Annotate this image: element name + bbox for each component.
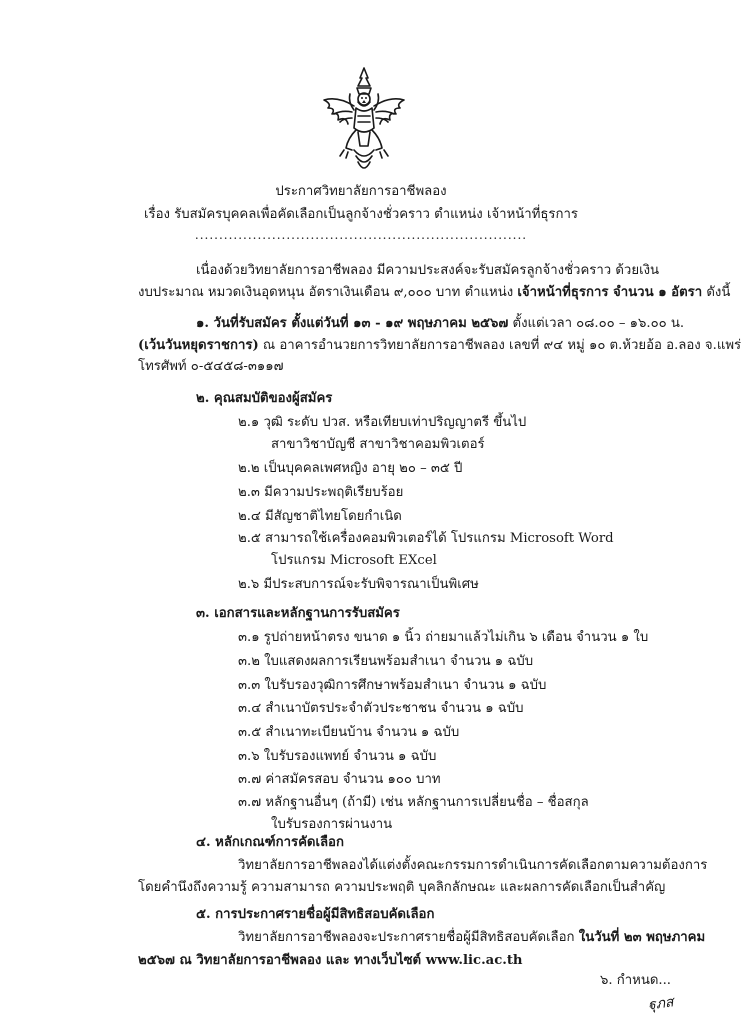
qualification-item: ๒.๒ เป็นบุคคลเพศหญิง อายุ ๒๐ – ๓๕ ปี [238, 461, 463, 476]
next-page-continuation: ๖. กำหนด... [600, 973, 671, 988]
qualification-item: โปรแกรม Microsoft EXcel [271, 553, 437, 568]
document-item: ๓.๗ ค่าสมัครสอบ จำนวน ๑๐๐ บาท [238, 772, 441, 787]
document-item: ๓.๑ รูปถ่ายหน้าตรง ขนาด ๑ นิ้ว ถ่ายมาแล้วไม่เกิน ๖ เดือน จำนวน ๑ ใบ [238, 630, 649, 645]
qualification-item: ๒.๓ มีความประพฤติเรียบร้อย [238, 485, 404, 500]
section-4-heading: ๔. หลักเกณฑ์การคัดเลือก [196, 835, 344, 850]
document-item: ใบรับรองการผ่านงาน [271, 817, 393, 832]
qualification-item: ๒.๖ มีประสบการณ์จะรับพิจารณาเป็นพิเศษ [238, 577, 479, 592]
qualification-item: สาขาวิชาบัญชี สาขาวิชาคอมพิวเตอร์ [271, 437, 485, 452]
announcement-subject: เรื่อง รับสมัครบุคคลเพื่อคัดเลือกเป็นลูกจ้างชั่วคราว ตำแหน่ง เจ้าหน้าที่ธุรการ [144, 207, 578, 222]
document-item: ๓.๗ หลักฐานอื่นๆ (ถ้ามี) เช่น หลักฐานการเปลี่ยนชื่อ – ชื่อสกุล [238, 795, 589, 810]
section-5-heading: ๕. การประกาศรายชื่อผู้มีสิทธิสอบคัดเลือก [196, 907, 435, 922]
document-item: ๓.๖ ใบรับรองแพทย์ จำนวน ๑ ฉบับ [238, 749, 437, 764]
announcement-title: ประกาศวิทยาลัยการอาชีพลอง [275, 184, 447, 199]
section-2-heading: ๒. คุณสมบัติของผู้สมัคร [196, 391, 333, 406]
signature-initials: ฐุภส [647, 994, 675, 1014]
section-1-phone: โทรศัพท์ ๐-๕๔๕๘-๓๑๑๗ [138, 359, 284, 374]
qualification-item: ๒.๔ มีสัญชาติไทยโดยกำเนิด [238, 509, 402, 524]
document-item: ๓.๓ ใบรับรองวุฒิการศึกษาพร้อมสำเนา จำนวน ๑ ฉบับ [238, 678, 547, 693]
section-1-line-1: ๑. วันที่รับสมัคร ตั้งแต่วันที่ ๑๓ - ๑๙ พฤษภาคม ๒๕๖๗ ตั้งแต่เวลา ๐๘.๐๐ – ๑๖.๐๐ น. [196, 316, 685, 331]
qualification-item: ๒.๑ วุฒิ ระดับ ปวส. หรือเทียบเท่าปริญญาตรี ขึ้นไป [238, 415, 527, 430]
title-separator: ..................................................................... [194, 228, 528, 242]
document-item: ๓.๕ สำเนาทะเบียนบ้าน จำนวน ๑ ฉบับ [238, 725, 460, 740]
section-3-heading: ๓. เอกสารและหลักฐานการรับสมัคร [196, 606, 400, 621]
section-1-line-2: (เว้นวันหยุดราชการ) ณ อาคารอำนวยการวิทยาลัยการอาชีพลอง เลขที่ ๙๔ หมู่ ๑๐ ต.ห้วยอ้อ อ.ลอง จ.แพร่ [138, 338, 741, 353]
garuda-emblem-icon [318, 66, 410, 176]
section-4-line-1: วิทยาลัยการอาชีพลองได้แต่งตั้งคณะกรรมการดำเนินการคัดเลือกตามความต้องการ [238, 858, 708, 873]
intro-line-2: งบประมาณ หมวดเงินอุดหนุน อัตราเงินเดือน ๙,๐๐๐ บาท ตำแหน่ง เจ้าหน้าที่ธุรการ จำนวน ๑ อัตรา ดังนี้ [138, 285, 731, 300]
document-item: ๓.๒ ใบแสดงผลการเรียนพร้อมสำเนา จำนวน ๑ ฉบับ [238, 654, 534, 669]
section-5-line-2: ๒๕๖๗ ณ วิทยาลัยการอาชีพลอง และ ทางเว็บไซต์ www.lic.ac.th [138, 953, 523, 968]
intro-line-1: เนื่องด้วยวิทยาลัยการอาชีพลอง มีความประสงค์จะรับสมัครลูกจ้างชั่วคราว ด้วยเงิน [196, 263, 660, 278]
qualification-item: ๒.๕ สามารถใช้เครื่องคอมพิวเตอร์ได้ โปรแกรม Microsoft Word [238, 531, 614, 546]
section-4-line-2: โดยคำนึงถึงความรู้ ความสามารถ ความประพฤติ บุคลิกลักษณะ และผลการคัดเลือกเป็นสำคัญ [138, 880, 666, 895]
document-item: ๓.๔ สำเนาบัตรประจำตัวประชาชน จำนวน ๑ ฉบับ [238, 701, 524, 716]
section-5-line-1: วิทยาลัยการอาชีพลองจะประกาศรายชื่อผู้มีสิทธิสอบคัดเลือก ในวันที่ ๒๓ พฤษภาคม [238, 930, 706, 945]
